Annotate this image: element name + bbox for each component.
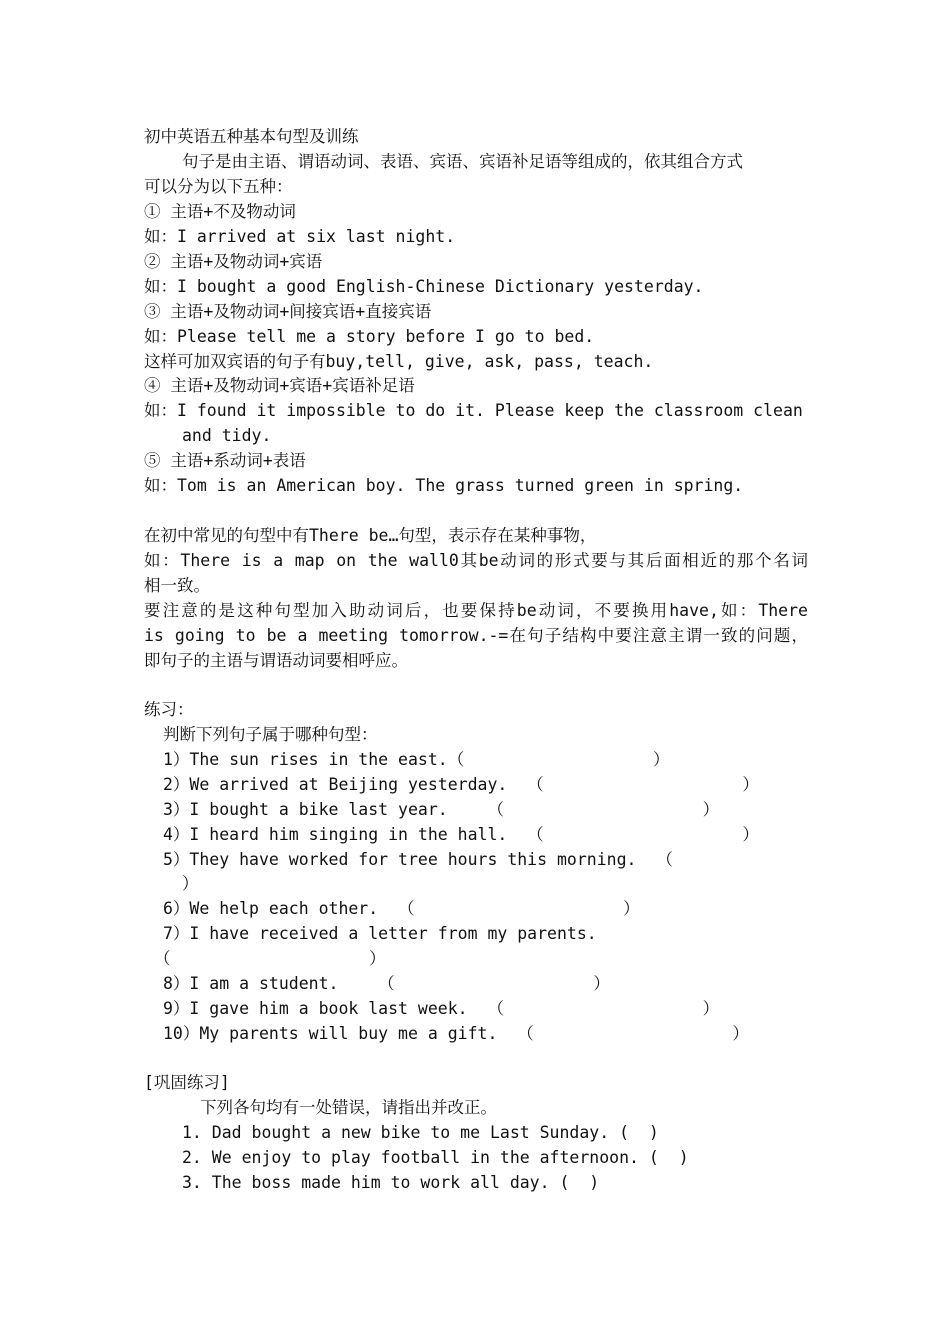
pattern-5-example: 如：Tom is an American boy. The grass turned green in spring. [144, 476, 744, 495]
pattern-4-example-cont: and tidy. [182, 426, 272, 445]
practice-heading: 练习： [144, 700, 194, 719]
pattern-3-note: 这样可加双宾语的句子有buy,tell, give, ask, pass, teach. [144, 352, 654, 371]
there-be-line-6: 即句子的主语与谓语动词要相呼应。 [144, 651, 408, 670]
practice-item: 5）They have worked for tree hours this morning. （ [163, 850, 673, 869]
practice-item-cont: （ ） [154, 949, 386, 968]
pattern-3-label: ③ 主语+及物动词+间接宾语+直接宾语 [144, 302, 432, 321]
practice-item: 6）We help each other. （ ） [163, 899, 640, 918]
practice-item-cont: ） [182, 874, 199, 893]
there-be-line-4: 要注意的是这种句型加入助动词后，也要保持be动词，不要换用have,如：There [144, 601, 808, 620]
pattern-2-label: ② 主语+及物动词+宾语 [144, 252, 323, 271]
practice-item: 2）We arrived at Beijing yesterday. （ ） [163, 775, 759, 794]
practice-item: 8）I am a student. （ ） [163, 974, 610, 993]
there-be-line-1: 在初中常见的句型中有There be…句型，表示存在某种事物， [144, 526, 597, 545]
pattern-1-label: ① 主语+不及物动词 [144, 202, 296, 221]
practice-item: 4）I heard him singing in the hall. （ ） [163, 825, 759, 844]
pattern-4-label: ④ 主语+及物动词+宾语+宾语补足语 [144, 376, 415, 395]
practice-instruction: 判断下列句子属于哪种句型： [163, 725, 378, 744]
practice-item: 3）I bought a bike last year. （ ） [163, 800, 720, 819]
pattern-2-example: 如：I bought a good English-Chinese Dictionary yesterday. [144, 277, 704, 296]
practice-item: 9）I gave him a book last week. （ ） [163, 999, 720, 1018]
consolidation-item: 2. We enjoy to play football in the afternoon. ( ) [182, 1148, 689, 1167]
intro-line-1: 句子是由主语、谓语动词、表语、宾语、宾语补足语等组成的，依其组合方式 [182, 152, 743, 171]
there-be-line-2: 如：There is a map on the wall0其be动词的形式要与其后面相近的那个名词 [144, 551, 808, 570]
intro-line-2: 可以分为以下五种： [144, 177, 293, 196]
pattern-3-example: 如：Please tell me a story before I go to bed. [144, 327, 595, 346]
there-be-line-3: 相一致。 [144, 576, 210, 595]
consolidation-item: 1. Dad bought a new bike to me Last Sunday. ( ) [182, 1123, 659, 1142]
pattern-4-example: 如：I found it impossible to do it. Please keep the classroom clean [144, 401, 803, 420]
consolidation-heading: [巩固练习] [144, 1073, 230, 1092]
pattern-1-example: 如：I arrived at six last night. [144, 227, 456, 246]
pattern-5-label: ⑤ 主语+系动词+表语 [144, 451, 306, 470]
practice-item: 1）The sun rises in the east.（ ） [163, 750, 670, 769]
consolidation-instruction: 下列各句均有一处错误，请指出并改正。 [200, 1098, 497, 1117]
document-title: 初中英语五种基本句型及训练 [144, 127, 359, 146]
consolidation-item: 3. The boss made him to work all day. ( ) [182, 1173, 600, 1192]
practice-item: 7）I have received a letter from my parents. [163, 924, 597, 943]
there-be-line-5: is going to be a meeting tomorrow.-=在句子结构中要注意主谓一致的问题， [144, 626, 808, 645]
practice-item: 10）My parents will buy me a gift. （ ） [163, 1024, 749, 1043]
